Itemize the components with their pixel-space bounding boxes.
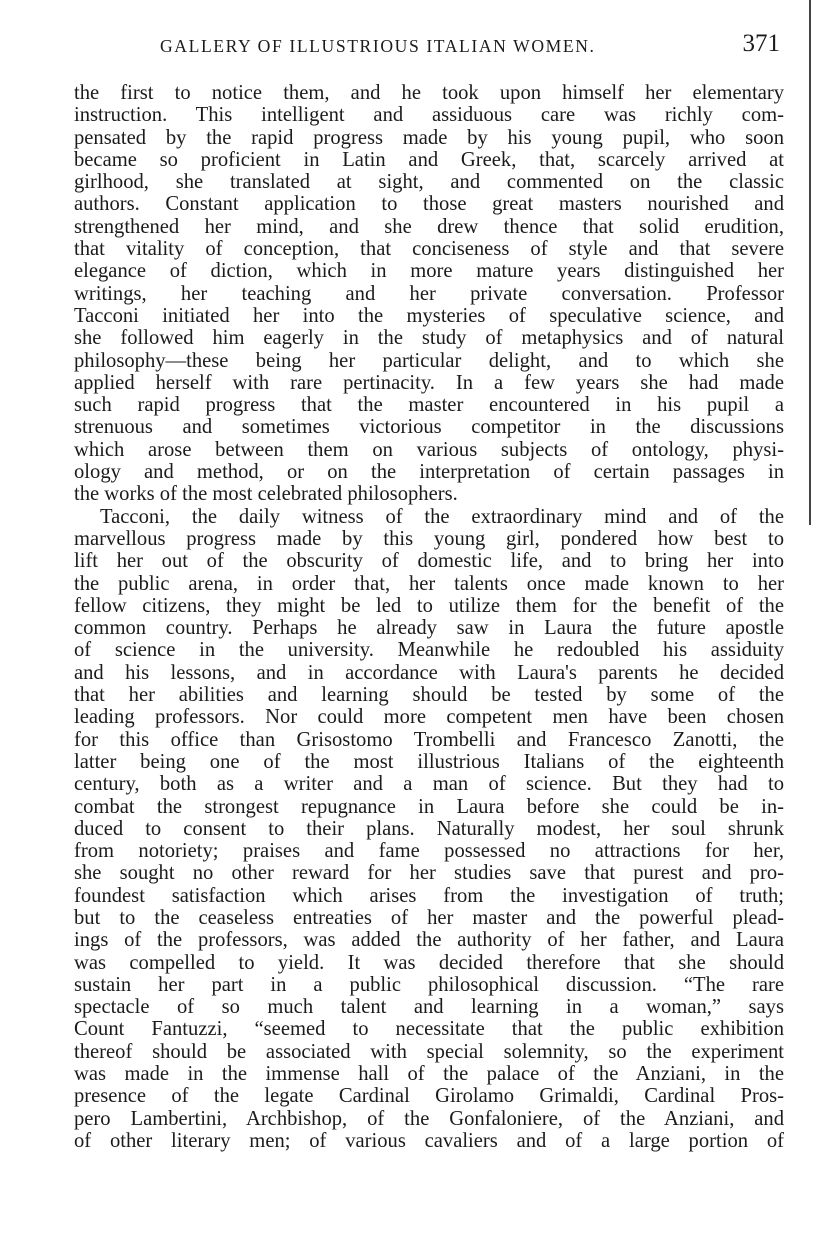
text-line: instruction. This intelligent and assiduous care was richly com- — [74, 104, 784, 127]
text-line: was made in the immense hall of the palace of the Anziani, in the — [74, 1063, 784, 1086]
text-line: lift her out of the obscurity of domestic life, and to bring her into — [74, 550, 784, 573]
text-line: duced to consent to their plans. Naturally modest, her soul shrunk — [74, 817, 784, 840]
right-margin-rule — [809, 0, 811, 525]
text-line: she sought no other reward for her studies save that purest and pro- — [74, 862, 784, 885]
text-line: leading professors. Nor could more competent men have been chosen — [74, 706, 784, 729]
text-line: ings of the professors, was added the authority of her father, and Laura — [74, 929, 784, 952]
text-line: ology and method, or on the interpretation of certain passages in — [74, 461, 784, 484]
text-line: applied herself with rare pertinacity. In a few years she had made — [74, 371, 784, 394]
text-line: of other literary men; of various cavaliers and of a large portion of — [74, 1129, 784, 1152]
text-line: strenuous and sometimes victorious competitor in the discussions — [74, 416, 784, 439]
paragraph-2 — [74, 506, 784, 1153]
text-line: the public arena, in order that, her talents once made known to her — [74, 572, 784, 595]
text-line: from notoriety; praises and fame possessed no attractions for her, — [74, 840, 784, 863]
text-line: was compelled to yield. It was decided therefore that she should — [74, 951, 784, 974]
text-line: fellow citizens, they might be led to utilize them for the benefit of the — [74, 594, 784, 617]
page-header — [160, 30, 780, 64]
text-line: common country. Perhaps he already saw in Laura the future apostle — [74, 617, 784, 640]
text-line: latter being one of the most illustrious Italians of the eighteenth — [74, 750, 784, 773]
page-number: 371 — [742, 30, 780, 57]
text-line: Tacconi initiated her into the mysteries of speculative science, and — [74, 304, 784, 327]
text-line: elegance of diction, which in more mature years distinguished her — [74, 260, 784, 283]
text-line: sustain her part in a public philosophical discussion. “The rare — [74, 973, 784, 996]
text-line: such rapid progress that the master encountered in his pupil a — [74, 394, 784, 417]
text-line: century, both as a writer and a man of science. But they had to — [74, 773, 784, 796]
text-line: the works of the most celebrated philosophers. — [74, 483, 458, 506]
text-line: presence of the legate Cardinal Girolamo Grimaldi, Cardinal Pros- — [74, 1085, 784, 1108]
text-line: that vitality of conception, that conciseness of style and that severe — [74, 238, 784, 261]
text-line: the first to notice them, and he took upon himself her elementary — [74, 82, 784, 104]
text-line: writings, her teaching and her private conversation. Professor — [74, 282, 784, 305]
text-line: foundest satisfaction which arises from the investigation of truth; — [74, 884, 784, 907]
text-line: became so proficient in Latin and Greek, that, scarcely arrived at — [74, 148, 784, 171]
text-line: authors. Constant application to those great masters nourished and — [74, 193, 784, 216]
text-line: marvellous progress made by this young girl, pondered how best to — [74, 527, 784, 550]
text-line: combat the strongest repugnance in Laura before she could be in- — [74, 795, 784, 818]
paragraph-1 — [74, 82, 784, 506]
text-line: Count Fantuzzi, “seemed to necessitate that the public exhibition — [74, 1018, 784, 1041]
text-line: strengthened her mind, and she drew thence that solid erudition, — [74, 215, 784, 238]
text-line: and his lessons, and in accordance with Laura's parents he decided — [74, 661, 784, 684]
text-line: which arose between them on various subjects of ontology, physi- — [74, 438, 784, 461]
text-line: pensated by the rapid progress made by his young pupil, who soon — [74, 126, 784, 149]
text-line: philosophy—these being her particular delight, and to which she — [74, 349, 784, 372]
text-line: spectacle of so much talent and learning in a woman,” says — [74, 996, 784, 1019]
text-line: that her abilities and learning should be tested by some of the — [74, 684, 784, 707]
text-line: but to the ceaseless entreaties of her master and the powerful plead- — [74, 906, 784, 929]
text-line: for this office than Grisostomo Trombelli and Francesco Zanotti, the — [74, 728, 784, 751]
running-title: GALLERY OF ILLUSTRIOUS ITALIAN WOMEN. — [160, 36, 596, 56]
text-line: she followed him eagerly in the study of metaphysics and of natural — [74, 327, 784, 350]
body-text — [74, 82, 784, 1152]
text-line: girlhood, she translated at sight, and commented on the classic — [74, 171, 784, 194]
text-line: thereof should be associated with special solemnity, so the experiment — [74, 1040, 784, 1063]
text-line: of science in the university. Meanwhile he redoubled his assiduity — [74, 639, 784, 662]
text-line: Tacconi, the daily witness of the extraordinary mind and of the — [100, 505, 784, 528]
text-line: pero Lambertini, Archbishop, of the Gonfaloniere, of the Anziani, and — [74, 1107, 784, 1130]
